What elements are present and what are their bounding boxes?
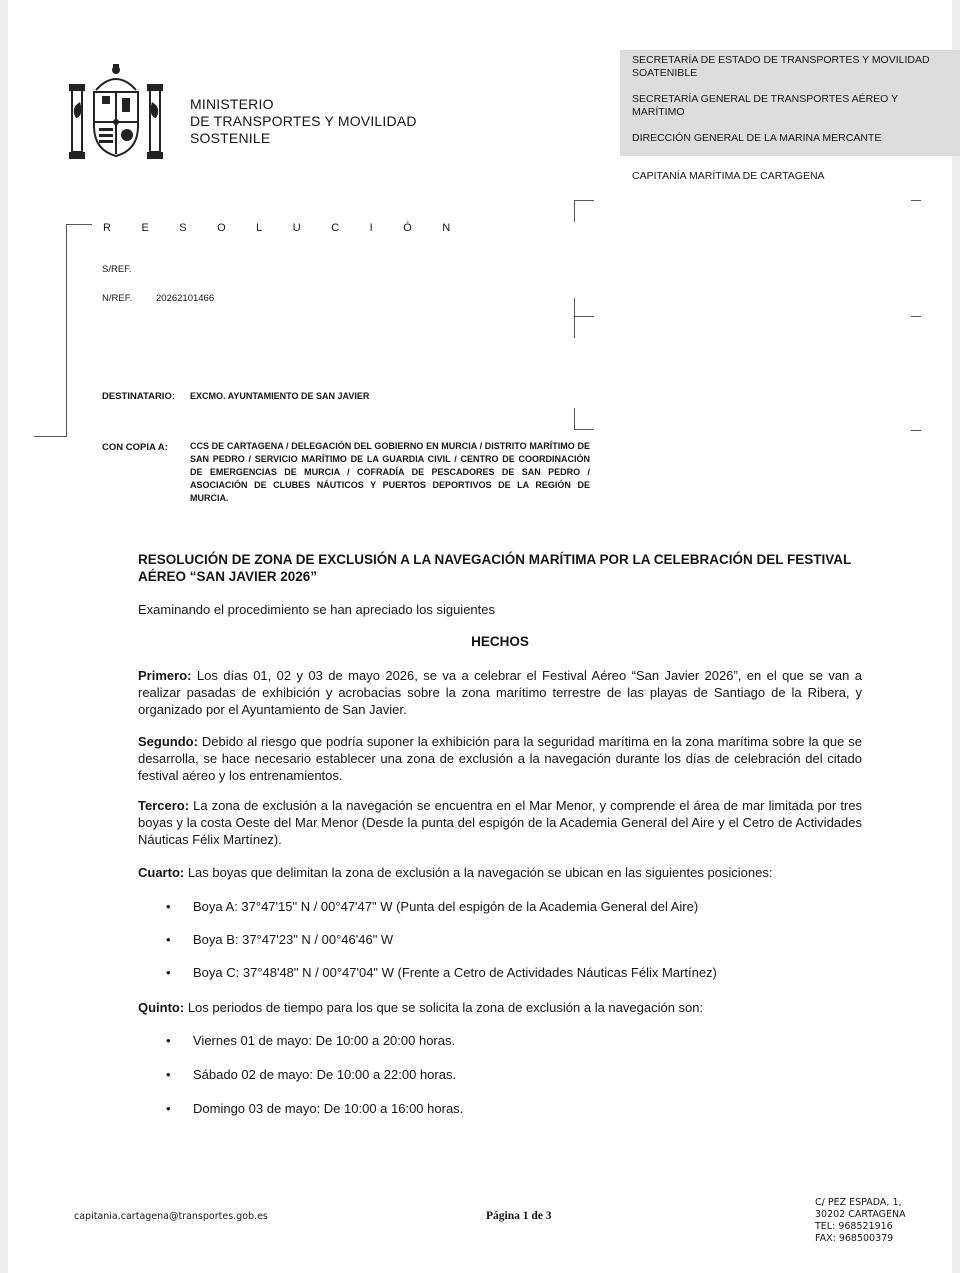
ministry-line-2: DE TRANSPORTES Y MOVILIDAD [190, 113, 417, 129]
margin-tick-2 [911, 316, 921, 317]
segundo-text: Debido al riesgo que podría suponer la exhibición para la seguridad marítima en la zona marítima sobre la que se desarrolla, se hace necesario establecer una zona de exclusión a la navegación durante los días de celebración del citado festival aéreo y los entrenamientos. [138, 734, 862, 783]
direccion-general: DIRECCIÓN GENERAL DE LA MARINA MERCANTE [632, 132, 882, 144]
primero-text: Los días 01, 02 y 03 de mayo 2026, se va a celebrar el Festival Aéreo “San Javier 2026”, en el que se van a realizar pasadas de exhibición y acrobacias sobre la zona marítimo terrestre de las playas de Santiago de la Ribera, y organizado por el Ayuntamiento de San Javier. [138, 668, 862, 717]
boya-b: Boya B: 37°47'23" N / 00°46'46" W [193, 932, 394, 947]
secretaria-general-line-2: MARÍTIMO [632, 106, 685, 118]
list-item [166, 965, 717, 980]
boya-a: Boya A: 37°47'15" N / 00°47'47" W (Punta del espigón de la Academia General del Aire) [193, 899, 699, 914]
margin-tick-1 [911, 200, 921, 201]
cuarto-label: Cuarto: [138, 865, 185, 880]
bullet-icon: • [166, 965, 171, 980]
ministry-line-3: SOSTENILE [190, 130, 271, 146]
periodo-domingo: Domingo 03 de mayo: De 10:00 a 16:00 horas. [193, 1101, 464, 1116]
footer-address [815, 1197, 906, 1245]
footer-address-line-1: C/ PEZ ESPADA, 1, [815, 1197, 902, 1208]
footer-address-line-2: 30202 CARTAGENA [815, 1209, 906, 1220]
bullet-icon: • [166, 932, 171, 947]
resolucion-title: RESOLUCIÓN [103, 222, 481, 234]
periodo-viernes: Viernes 01 de mayo: De 10:00 a 20:00 horas. [193, 1033, 456, 1048]
capitania: CAPITANÍA MARÍTIMA DE CARTAGENA [632, 170, 825, 182]
footer-address-line-4: FAX: 968500379 [815, 1233, 894, 1244]
bullet-icon: • [166, 1033, 171, 1048]
document-heading: RESOLUCIÓN DE ZONA DE EXCLUSIÓN A LA NAVEGACIÓN MARÍTIMA POR LA CELEBRACIÓN DEL FESTIVAL AÉREO “SAN JAVIER 2026” [138, 552, 852, 584]
frame-line-left [66, 224, 67, 436]
corner-mark-mid [574, 298, 575, 338]
segundo-label: Segundo: [138, 734, 198, 749]
quinto-text: Los periodos de tiempo para los que se solicita la zona de exclusión a la navegación son: [184, 1000, 704, 1015]
copia-value: CCS DE CARTAGENA / DELEGACIÓN DEL GOBIERNO EN MURCIA / DISTRITO MARÍTIMO DE SAN PEDRO / SERVICIO MARÍTIMO DE LA GUARDIA CIVIL / CENTRO DE COORDINACIÓN DE EMERGENCIAS DE MURCIA / COFRADÍA DE PESCADORES DE SAN PEDRO / ASOCIACIÓN DE CLUBES NÁUTICOS Y PUERTOS DEPORTIVOS DE LA REGIÓN DE MURCIA. [190, 441, 590, 503]
corner-mark-bottom [574, 408, 575, 430]
corner-mark-top-h [574, 200, 594, 201]
corner-mark-mid-h [574, 316, 594, 317]
list-item [166, 1101, 463, 1116]
frame-line-top [66, 224, 92, 225]
footer-email: capitania.cartagena@transportes.gob.es [74, 1211, 268, 1222]
paragraph-segundo [138, 733, 862, 784]
periodo-sabado: Sábado 02 de mayo: De 10:00 a 22:00 horas. [193, 1067, 457, 1082]
footer-page-number: Página 1 de 3 [486, 1210, 552, 1222]
boya-c: Boya C: 37°48'48" N / 00°47'04" W (Frente a Cetro de Actividades Náuticas Félix Martínez) [193, 965, 717, 980]
ministry-name [190, 96, 417, 147]
paragraph-cuarto [138, 864, 862, 881]
paragraph-quinto [138, 999, 862, 1016]
coat-of-arms-icon [66, 62, 166, 164]
intro-text: Examinando el procedimiento se han apreciado los siguientes [138, 602, 495, 617]
paragraph-tercero [138, 797, 862, 848]
corner-mark-top [574, 200, 575, 222]
bullet-icon: • [166, 1067, 171, 1082]
secretaria-estado-line-2: SOATENIBLE [632, 67, 698, 79]
nref-value: 20262101466 [156, 293, 215, 304]
corner-mark-bottom-h [574, 429, 594, 430]
tercero-text: La zona de exclusión a la navegación se encuentra en el Mar Menor, y comprende el área de mar limitada por tres boyas y la costa Oeste del Mar Menor (Desde la punta del espigón de la Academia General del Aire y el Cetro de Actividades Náuticas Félix Martínez). [138, 798, 862, 847]
document-page [8, 0, 952, 1273]
list-item [166, 932, 393, 947]
tercero-label: Tercero: [138, 798, 190, 813]
paragraph-primero [138, 667, 862, 718]
secretaria-estado-line-1: SECRETARÍA DE ESTADO DE TRANSPORTES Y MOVILIDAD [632, 54, 930, 66]
primero-label: Primero: [138, 668, 192, 683]
quinto-label: Quinto: [138, 1000, 185, 1015]
copia-label: CON COPIA A: [102, 442, 168, 453]
bullet-icon: • [166, 1101, 171, 1116]
hechos-heading: HECHOS [471, 634, 529, 649]
ministry-line-1: MINISTERIO [190, 96, 274, 112]
footer-address-line-3: TEL: 968521916 [815, 1221, 893, 1232]
list-item [166, 1067, 456, 1082]
margin-tick-3 [911, 430, 921, 431]
list-item [166, 899, 698, 914]
sref-label: S/REF. [102, 264, 132, 275]
destinatario-value: EXCMO. AYUNTAMIENTO DE SAN JAVIER [190, 391, 370, 401]
bullet-icon: • [166, 899, 171, 914]
secretaria-general-line-1: SECRETARÍA GENERAL DE TRANSPORTES AÉREO Y [632, 93, 899, 105]
nref-label: N/REF. [102, 293, 133, 304]
list-item [166, 1033, 455, 1048]
destinatario-label: DESTINATARIO: [102, 391, 176, 402]
cuarto-text: Las boyas que delimitan la zona de exclusión a la navegación se ubican en las siguientes posiciones: [184, 865, 773, 880]
frame-line-bottom [34, 436, 67, 437]
